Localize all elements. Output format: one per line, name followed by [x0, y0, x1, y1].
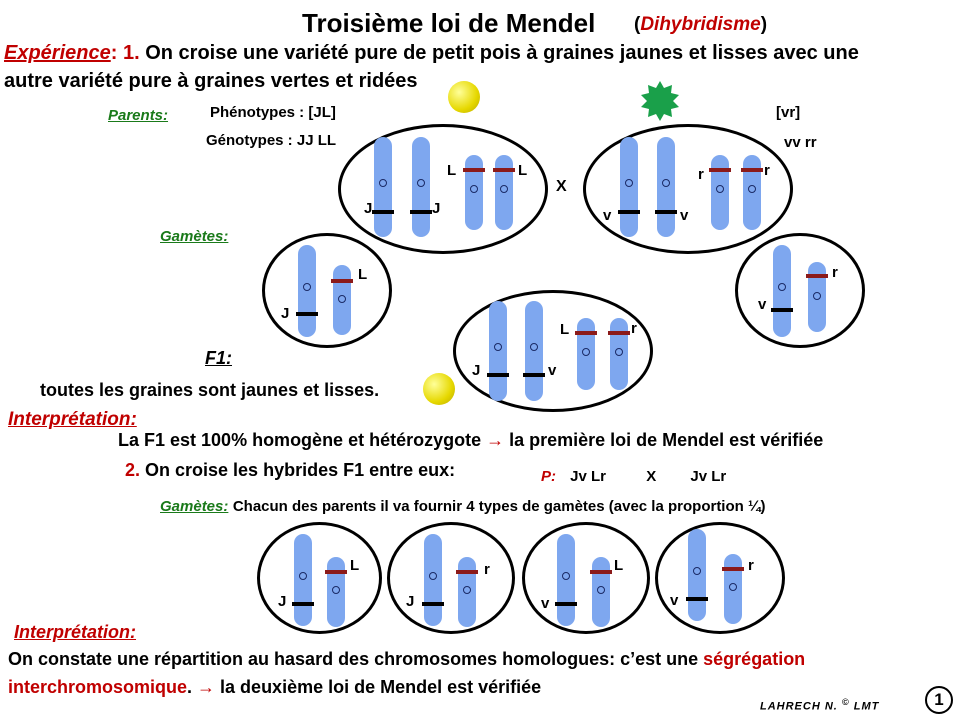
interpretation-1-text: La F1 est 100% homogène et hétérozygote → la première loi de Mendel est vérifiée	[118, 430, 824, 450]
chromosome	[525, 301, 543, 401]
chromosome	[495, 155, 513, 230]
parent-1-cell	[338, 124, 548, 254]
allele-label: r	[748, 557, 754, 574]
p-cross: P: Jv Lr X Jv Lr	[541, 468, 727, 485]
gamete-2-cell	[735, 233, 865, 348]
allele-label: v	[541, 595, 550, 612]
cross-symbol: X	[556, 178, 567, 195]
chromosome	[465, 155, 483, 230]
chromosome	[327, 557, 345, 627]
chromosome	[298, 245, 316, 337]
footer-author: LAHRECH N. © LMT	[760, 697, 880, 713]
chromosome	[489, 301, 507, 401]
allele-label: L	[518, 162, 528, 179]
interpretation-2-line1: On constate une répartition au hasard des chromosomes homologues: c’est une ségrégation	[8, 649, 806, 669]
chromosome	[458, 557, 476, 627]
chromosome	[592, 557, 610, 627]
interpretation-2-line2: interchromosomique. → la deuxième loi de Mendel est vérifiée	[8, 677, 542, 697]
interpretation-2-label: Interprétation:	[14, 622, 137, 642]
phenotype-2: [vr]	[776, 104, 801, 121]
interpretation-label: Interprétation:	[8, 409, 137, 430]
page-number-badge: 1	[925, 686, 953, 714]
allele-label: L	[614, 557, 624, 574]
chromosome	[557, 534, 575, 626]
genotypes-line: Génotypes : JJ LL	[206, 132, 337, 149]
gamete-JL-cell	[257, 522, 382, 634]
allele-label: v	[758, 296, 767, 313]
allele-label: L	[350, 557, 360, 574]
allele-label: r	[484, 561, 490, 578]
chromosome	[412, 137, 430, 237]
allele-label: J	[281, 305, 290, 322]
chromosome	[374, 137, 392, 237]
chromosome	[773, 245, 791, 337]
chromosome	[294, 534, 312, 626]
chromosome	[333, 265, 351, 335]
parents-label: Parents:	[108, 107, 169, 124]
page-subtitle: (Dihybridisme)	[634, 14, 768, 35]
allele-label: J	[278, 593, 287, 610]
f1-text: toutes les graines sont jaunes et lisses.	[40, 380, 380, 400]
experience-1-line2: autre variété pure à graines vertes et ridées	[4, 70, 418, 92]
chromosome	[657, 137, 675, 237]
yellow-seed-f1-icon	[423, 373, 455, 405]
allele-label: r	[832, 264, 838, 281]
chromosome	[743, 155, 761, 230]
genotype-2: vv rr	[784, 134, 817, 151]
allele-label: v	[548, 362, 557, 379]
chromosome	[711, 155, 729, 230]
allele-label: r	[698, 166, 704, 183]
chromosome	[577, 318, 595, 390]
allele-label: r	[631, 320, 637, 337]
arrow-right-icon: →	[486, 430, 505, 450]
allele-label: L	[358, 266, 368, 283]
arrow-right-icon: →	[197, 677, 216, 697]
gamete-Jr-cell	[387, 522, 515, 634]
chromosome	[688, 529, 706, 621]
allele-label: v	[670, 592, 679, 609]
f1-label: F1:	[205, 348, 232, 368]
experience-1-line1: Expérience: 1. On croise une variété pure de petit pois à graines jaunes et lisses avec une	[4, 42, 859, 64]
chromosome	[610, 318, 628, 390]
gametes-label: Gamètes:	[160, 228, 229, 245]
parent-2-cell	[583, 124, 793, 254]
chromosome	[724, 554, 742, 624]
gametes-2-line: Gamètes: Chacun des parents il va fournir 4 types de gamètes (avec la proportion ¼)	[160, 498, 766, 515]
experience-2-line: 2. On croise les hybrides F1 entre eux:	[125, 460, 456, 480]
allele-label: J	[364, 200, 373, 217]
allele-label: L	[560, 321, 570, 338]
page-title: Troisième loi de Mendel	[302, 8, 596, 38]
phenotypes-line: Phénotypes : [JL]	[210, 104, 336, 121]
allele-label: J	[406, 593, 415, 610]
gamete-vL-cell	[522, 522, 650, 634]
allele-label: v	[603, 207, 612, 224]
allele-label: v	[680, 207, 689, 224]
allele-label: J	[432, 200, 441, 217]
allele-label: J	[472, 362, 481, 379]
green-seed-icon	[641, 81, 679, 121]
chromosome	[620, 137, 638, 237]
yellow-seed-icon	[448, 81, 480, 113]
allele-label: r	[764, 162, 770, 179]
chromosome	[808, 262, 826, 332]
chromosome	[424, 534, 442, 626]
gamete-1-cell	[262, 233, 392, 348]
gamete-vr-cell	[655, 522, 785, 634]
allele-label: L	[447, 162, 457, 179]
